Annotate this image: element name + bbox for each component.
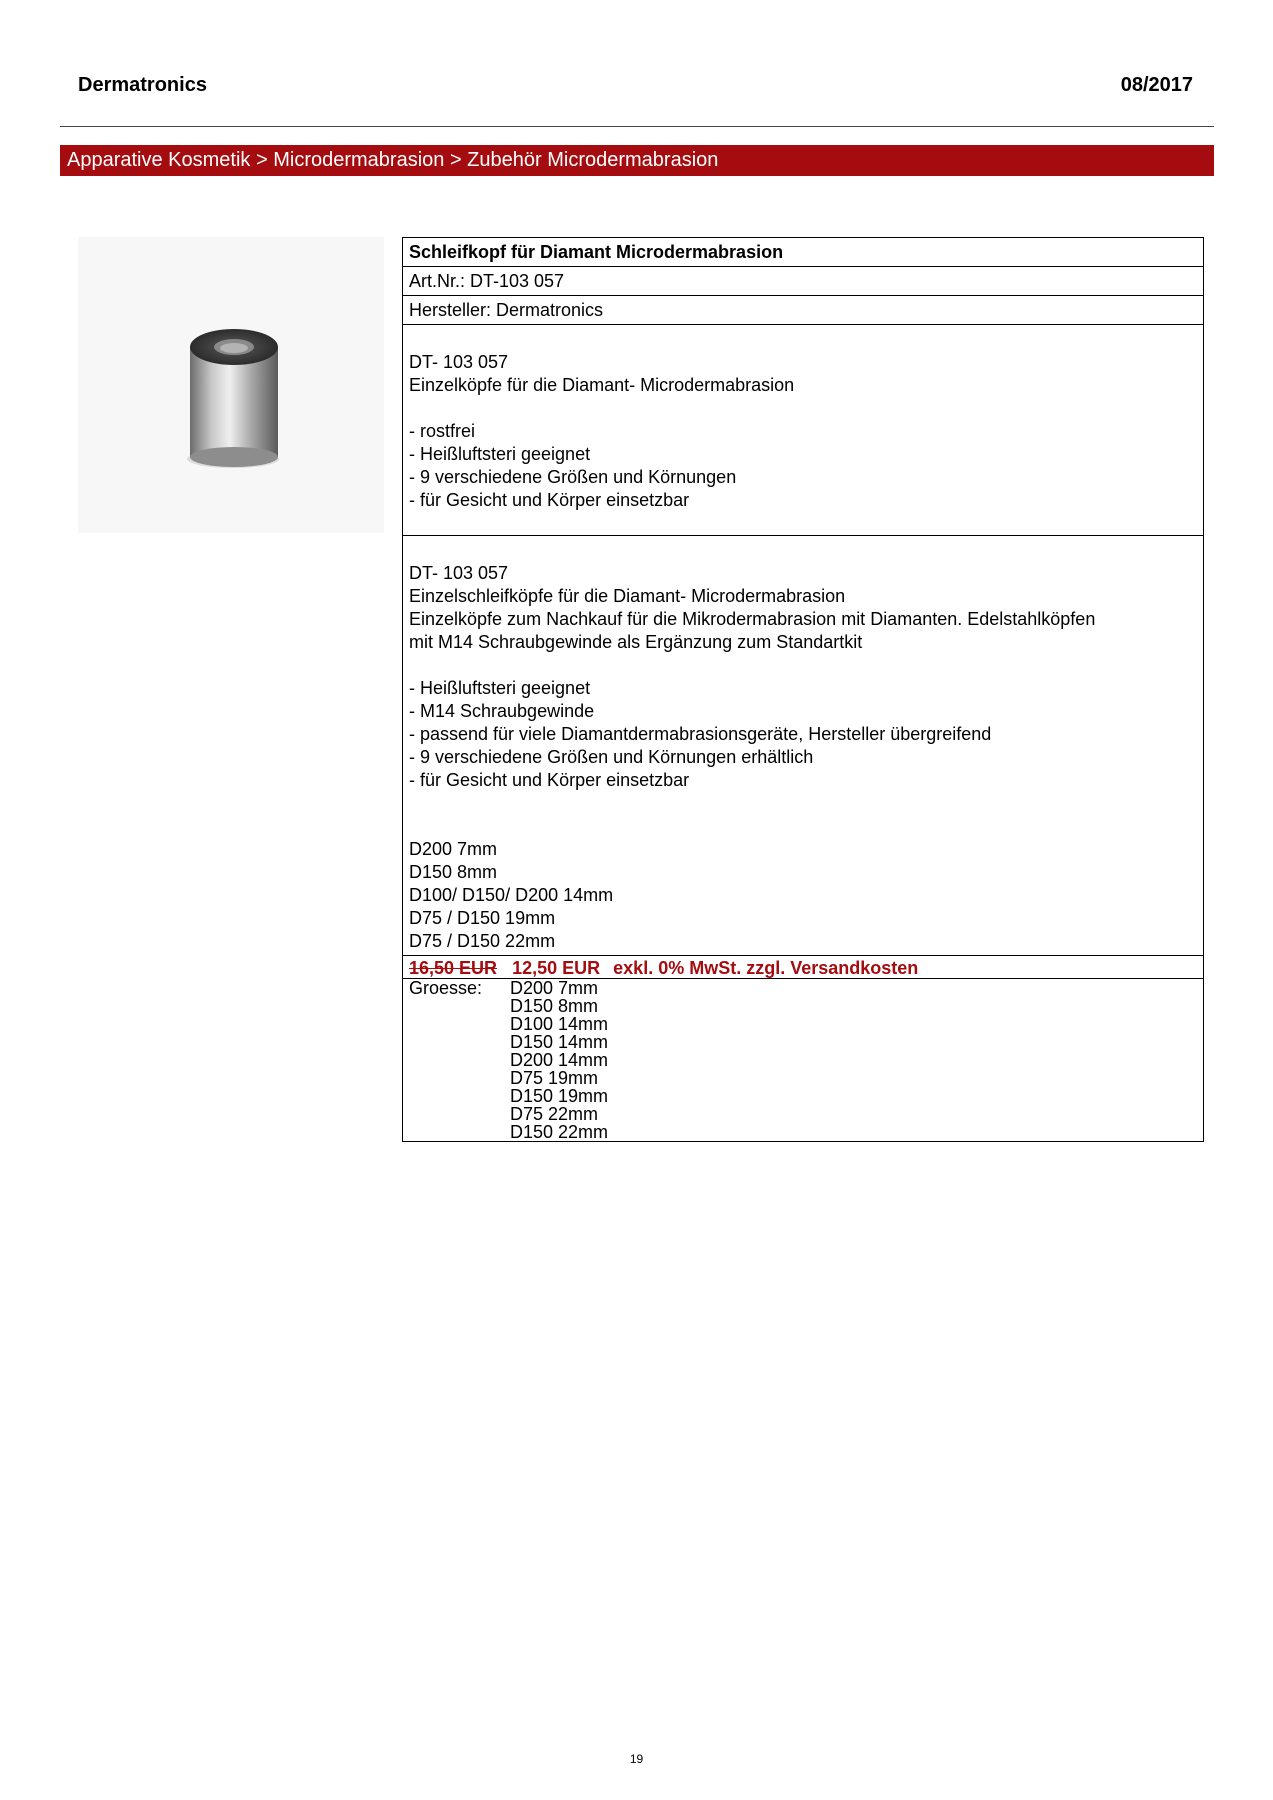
dimension-line: D75 / D150 22mm	[409, 931, 556, 951]
old-price: 16,50 EUR	[409, 958, 498, 978]
short-feature: - rostfrei	[409, 421, 476, 441]
dimension-line: D100/ D150/ D200 14mm	[409, 885, 614, 905]
size-value: D200 7mm	[510, 978, 599, 998]
page-number: 19	[629, 1752, 644, 1766]
header-divider	[60, 126, 1214, 127]
short-description	[403, 325, 1203, 536]
long-code: DT- 103 057	[409, 563, 509, 583]
article-number: Art.Nr.: DT-103 057	[403, 267, 1203, 296]
size-value: D75 19mm	[510, 1068, 599, 1088]
long-description-line: mit M14 Schraubgewinde als Ergänzung zum Standartkit	[409, 632, 863, 652]
short-feature: - 9 verschiedene Größen und Körnungen	[409, 467, 737, 487]
size-value: D200 14mm	[510, 1050, 609, 1070]
long-feature: - für Gesicht und Körper einsetzbar	[409, 770, 690, 790]
dimension-line: D150 8mm	[409, 862, 498, 882]
short-feature: - Heißluftsteri geeignet	[409, 444, 591, 464]
size-value: D150 14mm	[510, 1032, 609, 1052]
breadcrumb: Apparative Kosmetik > Microdermabrasion > Zubehör Microdermabrasion	[60, 145, 1214, 176]
long-description	[403, 536, 1203, 956]
size-value: D150 19mm	[510, 1086, 609, 1106]
price-note: exkl. 0% MwSt. zzgl. Versandkosten	[613, 958, 919, 978]
size-value: D100 14mm	[510, 1014, 609, 1034]
dimension-line: D200 7mm	[409, 839, 498, 859]
size-label: Groesse:	[409, 978, 483, 998]
long-subtitle: Einzelschleifköpfe für die Diamant- Microdermabrasion	[409, 586, 846, 606]
manufacturer: Hersteller: Dermatronics	[403, 296, 1203, 325]
product-title: Schleifkopf für Diamant Microdermabrasion	[403, 238, 1203, 267]
long-feature: - Heißluftsteri geeignet	[409, 678, 591, 698]
short-subtitle: Einzelköpfe für die Diamant- Microdermabrasion	[409, 375, 795, 395]
size-value: D150 8mm	[510, 996, 599, 1016]
short-code: DT- 103 057	[409, 352, 509, 372]
price-row	[403, 956, 1203, 979]
new-price: 12,50 EUR	[512, 958, 601, 978]
long-description-line: Einzelköpfe zum Nachkauf für die Mikrodermabrasion mit Diamanten. Edelstahlköpfen	[409, 609, 1096, 629]
long-feature: - M14 Schraubgewinde	[409, 701, 595, 721]
dimension-line: D75 / D150 19mm	[409, 908, 556, 928]
document-date: 08/2017	[1120, 74, 1193, 96]
long-feature: - passend für viele Diamantdermabrasionsgeräte, Hersteller übergreifend	[409, 724, 992, 744]
product-table	[402, 237, 1204, 1142]
long-feature: - 9 verschiedene Größen und Körnungen erhältlich	[409, 747, 814, 767]
brand-name: Dermatronics	[78, 74, 207, 96]
product-image	[78, 237, 384, 533]
size-value: D75 22mm	[510, 1104, 599, 1124]
size-value: D150 22mm	[510, 1122, 609, 1142]
size-list	[510, 979, 608, 1141]
size-options	[403, 979, 1203, 1141]
short-feature: - für Gesicht und Körper einsetzbar	[409, 490, 690, 510]
